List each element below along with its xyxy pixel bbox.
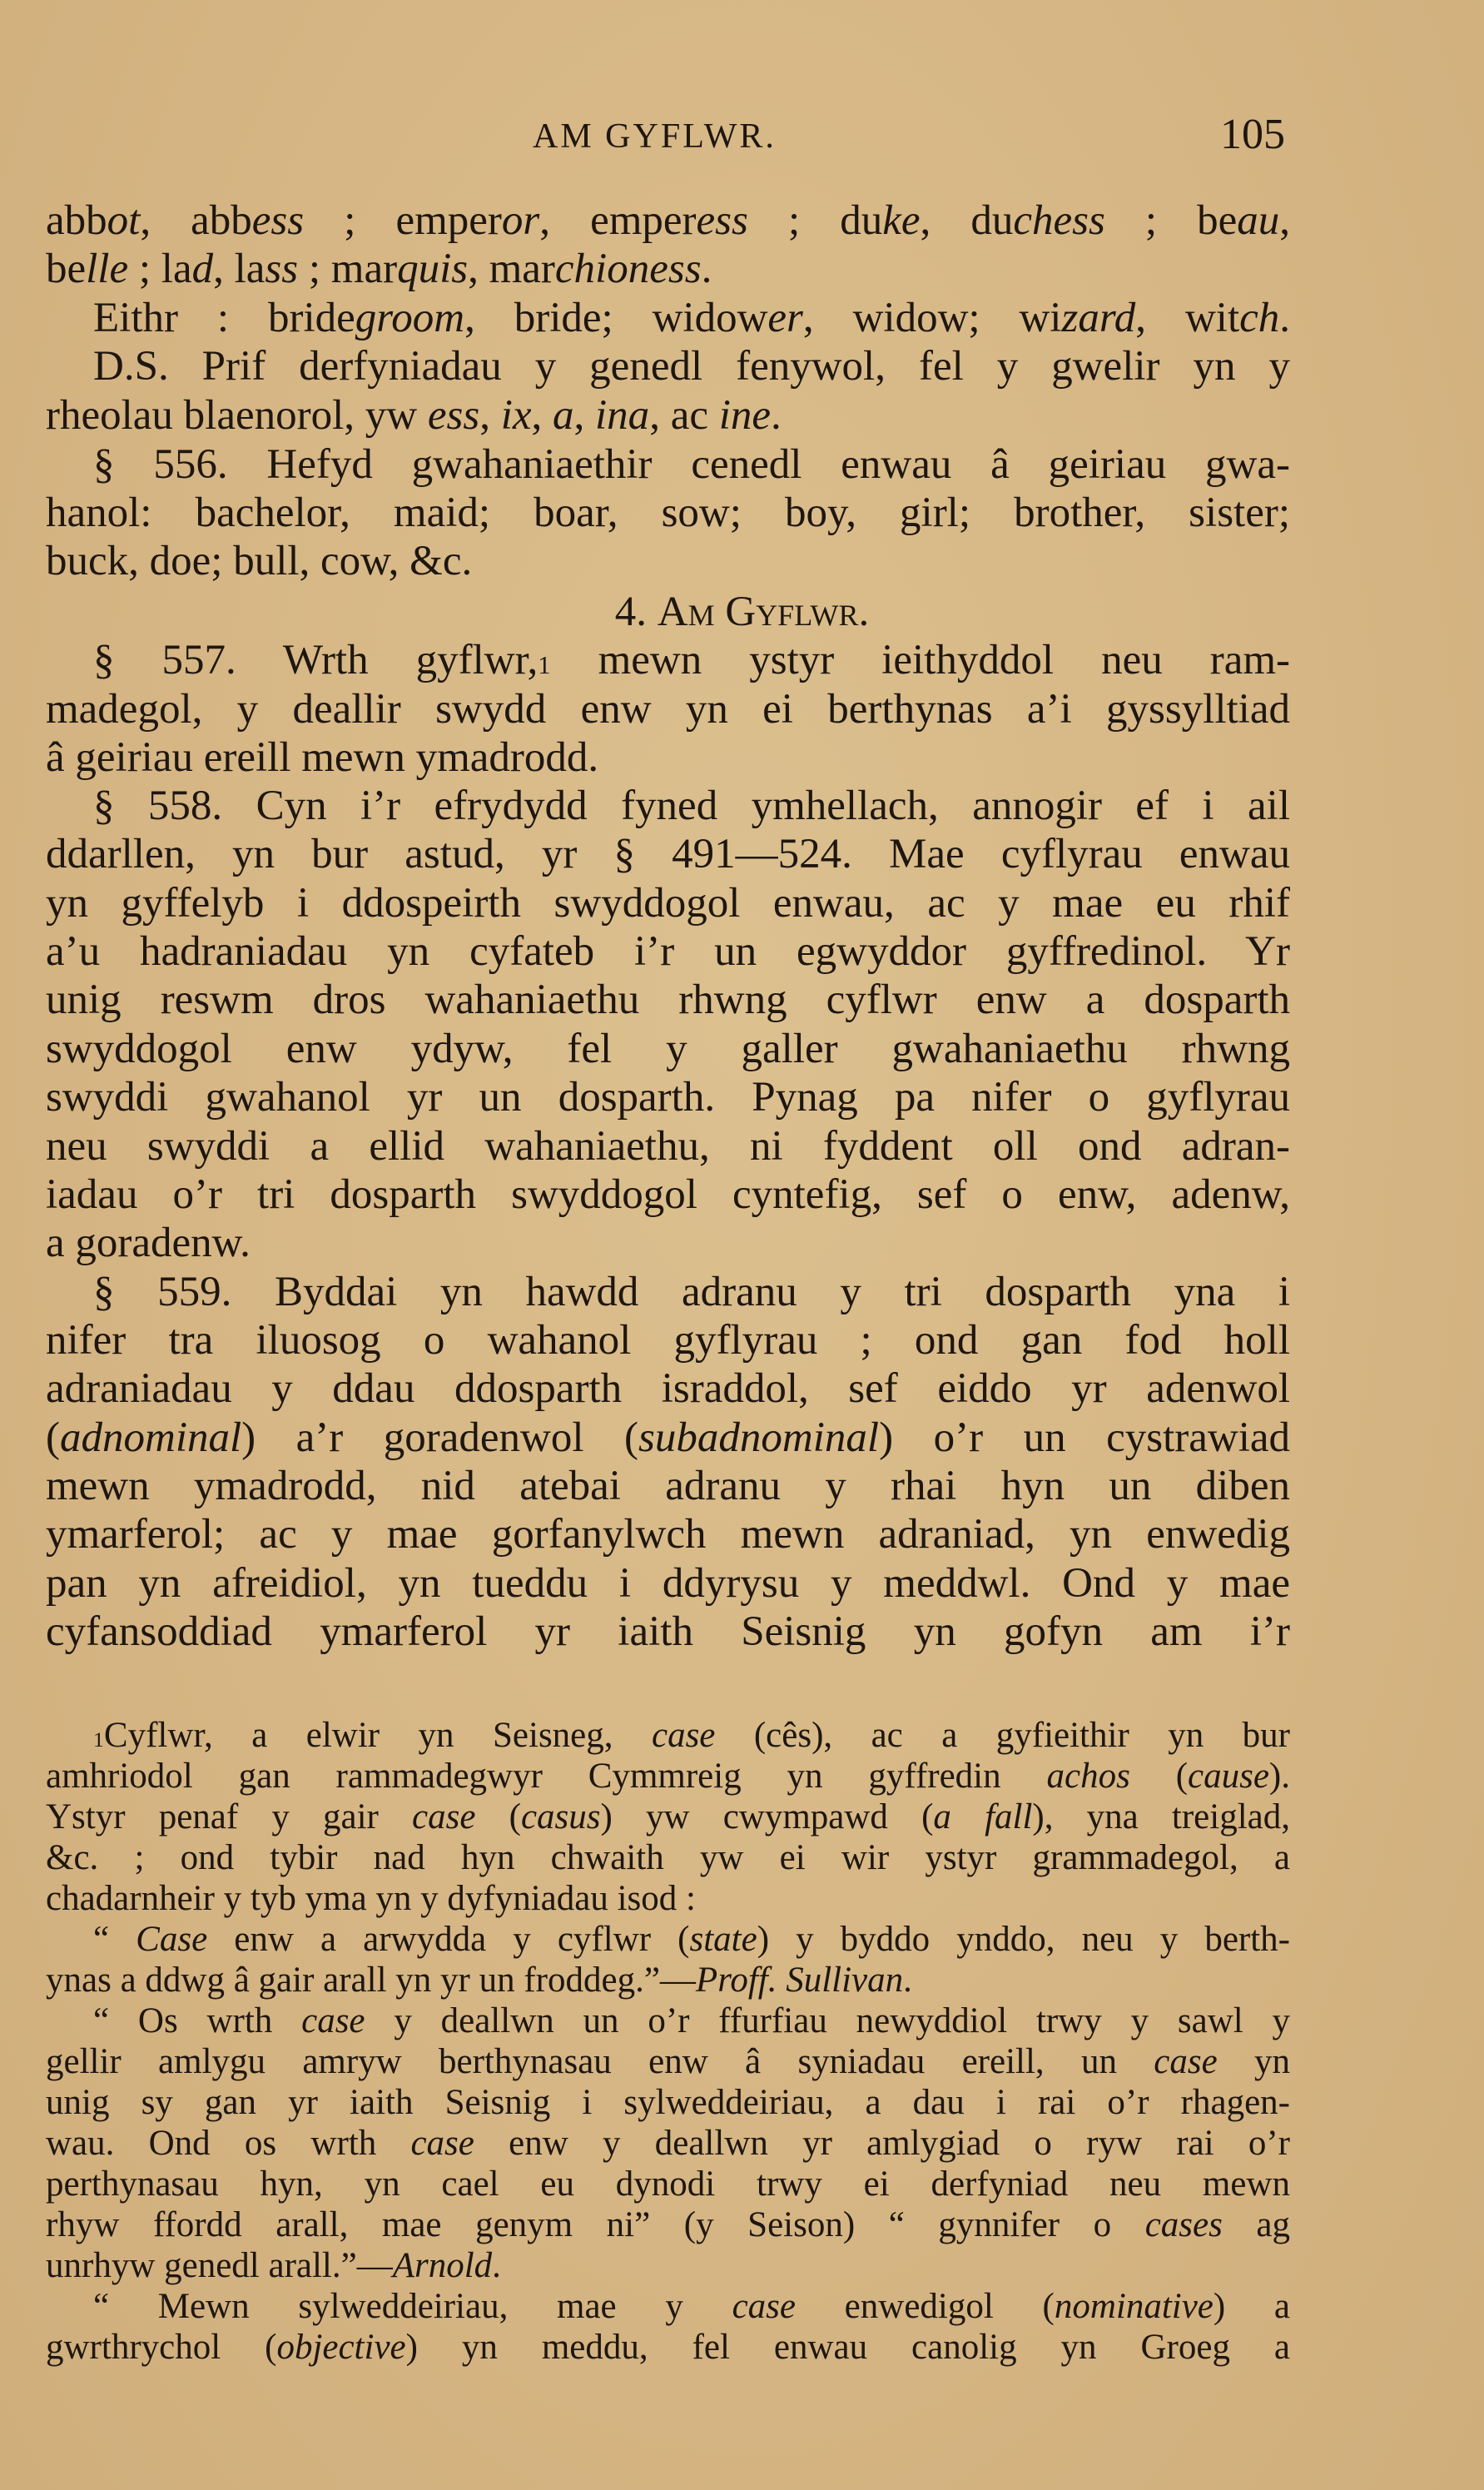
text-run: abb (46, 197, 107, 244)
footnote-line (46, 2327, 1290, 2368)
text-run: ag (1222, 2205, 1290, 2244)
italic-text: nominative (1054, 2287, 1214, 2326)
text-run: , widow; wi (802, 295, 1062, 341)
footnote-line (93, 2286, 1290, 2327)
text-run: “ Mewn sylweddeiriau, mae y (93, 2287, 732, 2326)
text-run: ) y byddo ynddo, neu y berth- (757, 1920, 1290, 1959)
italic-text: Arnold (392, 2246, 493, 2285)
text-run: rheolau blaenorol, yw (46, 392, 428, 439)
italic-text: objective (276, 2328, 406, 2367)
italic-text: Proff. Sullivan (695, 1961, 904, 2000)
footnote-line: unig sy gan yr iaith Seisnig i sylweddeiriau, a dau i rai o’r rhagen- (46, 2083, 1290, 2122)
italic-text: ess (251, 197, 305, 244)
body-line: neu swyddi a ellid wahaniaethu, ni fyddent oll ond adran- (46, 1123, 1290, 1170)
italic-text: ss (265, 246, 299, 292)
text-run: ) a’r goradenwol ( (241, 1414, 639, 1461)
text-run: , (531, 392, 553, 439)
text-run: enw y deallwn yr amlygiad o ryw rai o’r (474, 2124, 1290, 2163)
body-line: ymarferol; ac y mae gorfanylwch mewn adraniad, yn enwedig (46, 1511, 1290, 1558)
text-run: y deallwn un o’r ffurfiau newyddiol trwy y sawl y (365, 2001, 1290, 2040)
italic-text: subadnominal (638, 1414, 880, 1461)
body-line (46, 1414, 1290, 1462)
body-line: nifer tra iluosog o wahanol gyflyrau ; ond gan fod holl (46, 1317, 1290, 1364)
body-line: adraniadau y ddau ddosparth israddol, sef eiddo yr adenwol (46, 1365, 1290, 1412)
body-line: cyfansoddiad ymarferol yr iaith Seisnig yn gofyn am i’r (46, 1608, 1290, 1655)
body-line: swyddogol enw ydyw, fel y galler gwahaniaethu rhwng (46, 1026, 1290, 1072)
text-run: , abb (140, 197, 252, 244)
text-run: ) yn meddu, fel enwau canolig yn Groeg a (405, 2328, 1290, 2367)
body-line: ddarllen, yn bur astud, yr § 491—524. Mae cyflyrau enwau (46, 831, 1290, 877)
text-run: , mar (468, 246, 555, 292)
text-run: ), yna treiglad, (1032, 1797, 1290, 1836)
text-run: ; mar (298, 246, 398, 292)
footnote-line: chadarnheir y tyb yma yn y dyfyniadau isod : (46, 1879, 696, 1918)
text-run: gwrthrychol ( (46, 2328, 277, 2367)
text-run: amhriodol gan rammadegwyr Cymmreig yn gyffredin (46, 1757, 1047, 1796)
running-head: AM GYFLWR. (533, 117, 777, 156)
italic-text: chioness (554, 246, 702, 292)
body-line: madegol, y deallir swydd enw yn ei berthynas a’i gyssylltiad (46, 686, 1290, 733)
text-run: ; la (128, 246, 192, 292)
body-line: a goradenw. (46, 1220, 251, 1266)
italic-text: ix (500, 392, 532, 439)
italic-text: case (651, 1716, 716, 1755)
body-line: pan yn afreidiol, yn tueddu i ddyrysu y meddwl. Ond y mae (46, 1560, 1290, 1607)
italic-text: case (301, 2001, 365, 2040)
text-run: , (1279, 197, 1291, 244)
text-run: (cês), ac a gyfieithir yn bur (715, 1716, 1290, 1755)
text-run: gellir amlygu amryw berthynasau enw â syniadau ereill, un (46, 2042, 1154, 2081)
footnote-line (93, 2000, 1290, 2041)
text-run: “ Os wrth (93, 2001, 302, 2040)
footnote-line (46, 2041, 1290, 2082)
text-run: ( (46, 1414, 60, 1461)
text-run: ; be (1104, 197, 1238, 244)
text-run: . (701, 246, 712, 292)
text-run: , la (213, 246, 266, 292)
text-run: Cyflwr, a elwir yn Seisneg, (103, 1716, 652, 1755)
text-run: ynas a ddwg â gair arall yn yr un froddeg.”— (46, 1961, 696, 2000)
italic-text: cause (1188, 1757, 1269, 1796)
italic-text: a (553, 392, 574, 439)
text-run: . (492, 2246, 501, 2285)
italic-text: quis (397, 246, 469, 292)
text-run: enw a arwydda y cyflwr ( (207, 1920, 690, 1959)
heading-number: 4. (614, 589, 658, 635)
body-line (46, 196, 1290, 245)
italic-text: ess (696, 197, 748, 244)
italic-text: a fall (933, 1797, 1033, 1836)
text-run: “ (93, 1920, 136, 1959)
footnote-line (93, 1919, 1290, 1960)
body-line: iadau o’r tri dosparth swyddogol cyntefig, sef o enw, adenw, (46, 1171, 1290, 1218)
footnote-line (46, 2123, 1290, 2164)
italic-text: au (1237, 197, 1280, 244)
body-line: swyddi gwahanol yr un dosparth. Pynag pa nifer o gyflyrau (46, 1074, 1290, 1121)
body-line (46, 391, 1290, 440)
italic-text: Case (136, 1920, 208, 1959)
section-heading (0, 588, 1484, 636)
italic-text: groom (355, 295, 465, 341)
text-run: ( (475, 1797, 521, 1836)
text-run: ; emper (304, 197, 502, 244)
body-line: hanol: bachelor, maid; boar, sow; boy, girl; brother, sister; (46, 490, 1290, 536)
text-run: § 557. Wrth gyflwr, (93, 637, 539, 683)
page-number: 105 (1220, 111, 1285, 158)
body-line (46, 245, 1290, 293)
text-run: , ac (649, 392, 719, 439)
section-558: § 558. Cyn i’r efrydydd fyned ymhellach, annogir ef i ail (93, 783, 1290, 829)
italic-text: ke (882, 197, 921, 244)
italic-text: zard (1061, 295, 1136, 341)
italic-text: chess (1013, 197, 1105, 244)
italic-text: ina (595, 392, 650, 439)
footnote-ref[interactable]: 1 (538, 651, 551, 679)
italic-text: lle (86, 246, 129, 292)
section-557 (93, 636, 1290, 684)
italic-text: or (501, 197, 540, 244)
text-run: ; du (747, 197, 883, 244)
text-run: . (771, 392, 782, 439)
footnote-1 (93, 1715, 1290, 1756)
text-run: unrhyw genedl arall.”— (46, 2246, 393, 2285)
italic-text: er (767, 295, 803, 341)
text-run: ) o’r un cystrawiad (879, 1414, 1290, 1461)
italic-text: d (191, 246, 214, 292)
footnote-line (46, 1756, 1290, 1797)
text-run: yn (1217, 2042, 1291, 2081)
italic-text: achos (1046, 1757, 1130, 1796)
italic-text: case (410, 2124, 474, 2163)
text-run: , (573, 392, 596, 439)
body-line: buck, doe; bull, cow, &c. (46, 538, 473, 584)
body-line: â geiriau ereill mewn ymadrodd. (46, 734, 599, 781)
text-run: , wit (1135, 295, 1240, 341)
text-run: wau. Ond os wrth (46, 2124, 411, 2163)
text-run: enwedigol ( (795, 2287, 1055, 2326)
footnote-line: &c. ; ond tybir nad hyn chwaith yw ei wir ystyr grammadegol, a (46, 1838, 1290, 1877)
italic-text: ess (427, 392, 480, 439)
body-line: yn gyffelyb i ddospeirth swyddogol enwau, ac y mae eu rhif (46, 880, 1290, 927)
italic-text: state (689, 1920, 757, 1959)
text-run: ) yw cwympawd ( (600, 1797, 934, 1836)
text-run: . (903, 1961, 912, 2000)
italic-text: case (732, 2287, 796, 2326)
text-run: ) a (1213, 2287, 1291, 2326)
body-line (93, 294, 1290, 342)
text-run: . (1279, 295, 1291, 341)
section-556: § 556. Hefyd gwahaniaethir cenedl enwau â geiriau gwa- (93, 441, 1290, 488)
text-run: rhyw ffordd arall, mae genym ni” (y Seison) “ gynnifer o (46, 2205, 1145, 2244)
italic-text: ot (107, 197, 141, 244)
text-run: , (479, 392, 501, 439)
section-559: § 559. Byddai yn hawdd adranu y tri dosparth yna i (93, 1269, 1290, 1315)
italic-text: casus (520, 1797, 601, 1836)
footnote-line (46, 2204, 1290, 2245)
body-line: a’u hadraniadau yn cyfateb i’r un egwyddor gyffredinol. Yr (46, 928, 1290, 975)
italic-text: ch (1239, 295, 1280, 341)
text-run: , bride; widow (464, 295, 768, 341)
italic-text: case (1154, 2042, 1218, 2081)
text-run: mewn ystyr ieithyddol neu ram- (550, 637, 1290, 683)
footnote-line (46, 1960, 1290, 2000)
text-run: Ystyr penaf y gair (46, 1797, 413, 1836)
body-line: D.S. Prif derfyniadau y genedl fenywol, fel y gwelir yn y (93, 343, 1290, 390)
footnote-line (46, 1797, 1290, 1837)
text-run: be (46, 246, 87, 292)
footnote-marker: 1 (93, 1727, 104, 1752)
text-run: ). (1268, 1757, 1290, 1796)
text-run: ( (1129, 1757, 1189, 1796)
italic-text: adnominal (59, 1414, 242, 1461)
body-line: mewn ymadrodd, nid atebai adranu y rhai hyn un diben (46, 1463, 1290, 1509)
text-run: , emper (539, 197, 697, 244)
italic-text: ine (718, 392, 772, 439)
italic-text: case (412, 1797, 476, 1836)
italic-text: cases (1144, 2205, 1223, 2244)
body-line: unig reswm dros wahaniaethu rhwng cyflwr enw a dosparth (46, 977, 1290, 1023)
footnote-line: perthynasau hyn, yn cael eu dynodi trwy ei derfyniad neu mewn (46, 2164, 1290, 2204)
footnote-line (46, 2245, 1290, 2286)
text-run: Eithr : bride (93, 295, 355, 341)
heading-text: Am Gyflwr. (657, 589, 870, 635)
text-run: , du (920, 197, 1014, 244)
